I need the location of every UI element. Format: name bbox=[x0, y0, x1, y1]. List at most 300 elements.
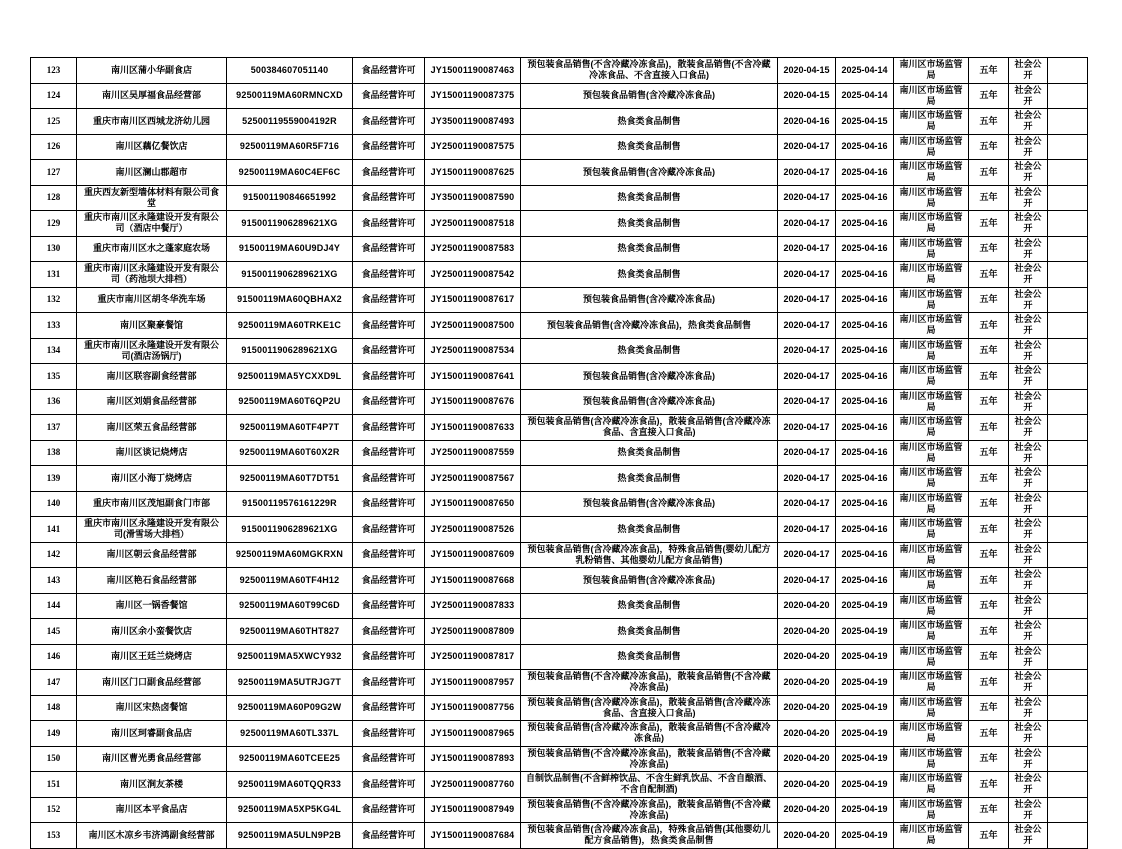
license-no-cell: JY25001190087817 bbox=[425, 644, 521, 670]
credit-code-cell: 9150011906289621XG bbox=[227, 262, 353, 288]
name-cell: 南川区宋热卤餐馆 bbox=[77, 695, 227, 721]
authority-cell: 南川区市场监管局 bbox=[894, 746, 969, 772]
scope-cell: 预包装食品销售(含冷藏冷冻食品) bbox=[521, 83, 778, 109]
valid-from-cell: 2020-04-20 bbox=[778, 721, 836, 747]
name-cell: 南川区小海丁烧烤店 bbox=[77, 466, 227, 492]
term-cell: 五年 bbox=[969, 746, 1009, 772]
license-type-cell: 食品经营许可 bbox=[353, 440, 425, 466]
publicity-cell: 社会公开 bbox=[1009, 746, 1048, 772]
valid-from-cell: 2020-04-17 bbox=[778, 542, 836, 568]
no-cell: 129 bbox=[31, 211, 77, 237]
valid-to-cell: 2025-04-19 bbox=[836, 695, 894, 721]
license-no-cell: JY35001190087493 bbox=[425, 109, 521, 135]
table-row bbox=[31, 109, 1088, 135]
license-no-cell: JY25001190087575 bbox=[425, 134, 521, 160]
license-no-cell: JY15001190087463 bbox=[425, 58, 521, 84]
license-type-cell: 食品经营许可 bbox=[353, 823, 425, 849]
name-cell: 南川区刘娟食品经营部 bbox=[77, 389, 227, 415]
remark-cell bbox=[1048, 83, 1088, 109]
remark-cell bbox=[1048, 185, 1088, 211]
term-cell: 五年 bbox=[969, 619, 1009, 645]
term-cell: 五年 bbox=[969, 491, 1009, 517]
valid-from-cell: 2020-04-17 bbox=[778, 262, 836, 288]
term-cell: 五年 bbox=[969, 517, 1009, 543]
credit-code-cell: 92500119MA60TF4P7T bbox=[227, 415, 353, 441]
table-row bbox=[31, 313, 1088, 339]
license-type-cell: 食品经营许可 bbox=[353, 58, 425, 84]
license-no-cell: JY15001190087633 bbox=[425, 415, 521, 441]
remark-cell bbox=[1048, 109, 1088, 135]
license-no-cell: JY25001190087567 bbox=[425, 466, 521, 492]
term-cell: 五年 bbox=[969, 338, 1009, 364]
table-row bbox=[31, 211, 1088, 237]
name-cell: 南川区聚豪餐馆 bbox=[77, 313, 227, 339]
credit-code-cell: 92500119MA5XWCY932 bbox=[227, 644, 353, 670]
publicity-cell: 社会公开 bbox=[1009, 797, 1048, 823]
no-cell: 148 bbox=[31, 695, 77, 721]
valid-from-cell: 2020-04-17 bbox=[778, 185, 836, 211]
valid-from-cell: 2020-04-17 bbox=[778, 440, 836, 466]
authority-cell: 南川区市场监管局 bbox=[894, 160, 969, 186]
table-row bbox=[31, 619, 1088, 645]
no-cell: 140 bbox=[31, 491, 77, 517]
remark-cell bbox=[1048, 644, 1088, 670]
table-row bbox=[31, 823, 1088, 849]
publicity-cell: 社会公开 bbox=[1009, 313, 1048, 339]
term-cell: 五年 bbox=[969, 109, 1009, 135]
credit-code-cell: 92500119MA5UTRJG7T bbox=[227, 670, 353, 696]
valid-to-cell: 2025-04-16 bbox=[836, 517, 894, 543]
no-cell: 131 bbox=[31, 262, 77, 288]
no-cell: 127 bbox=[31, 160, 77, 186]
remark-cell bbox=[1048, 746, 1088, 772]
scope-cell: 热食类食品制售 bbox=[521, 236, 778, 262]
credit-code-cell: 92500119MA60TRKE1C bbox=[227, 313, 353, 339]
no-cell: 149 bbox=[31, 721, 77, 747]
license-no-cell: JY15001190087893 bbox=[425, 746, 521, 772]
license-type-cell: 食品经营许可 bbox=[353, 415, 425, 441]
license-no-cell: JY15001190087756 bbox=[425, 695, 521, 721]
publicity-cell: 社会公开 bbox=[1009, 670, 1048, 696]
authority-cell: 南川区市场监管局 bbox=[894, 491, 969, 517]
credit-code-cell: 92500119MA60R5F716 bbox=[227, 134, 353, 160]
credit-code-cell: 92500119MA5YCXXD9L bbox=[227, 364, 353, 390]
valid-to-cell: 2025-04-16 bbox=[836, 313, 894, 339]
name-cell: 南川区木凉乡韦济鸿副食经营部 bbox=[77, 823, 227, 849]
credit-code-cell: 9150011906289621XG bbox=[227, 338, 353, 364]
term-cell: 五年 bbox=[969, 58, 1009, 84]
valid-from-cell: 2020-04-20 bbox=[778, 746, 836, 772]
remark-cell bbox=[1048, 134, 1088, 160]
term-cell: 五年 bbox=[969, 466, 1009, 492]
table-row bbox=[31, 134, 1088, 160]
valid-to-cell: 2025-04-16 bbox=[836, 568, 894, 594]
name-cell: 南川区谈记烧烤店 bbox=[77, 440, 227, 466]
table-row bbox=[31, 568, 1088, 594]
scope-cell: 预包装食品销售(含冷藏冷冻食品) bbox=[521, 364, 778, 390]
authority-cell: 南川区市场监管局 bbox=[894, 797, 969, 823]
credit-code-cell: 92500119MA60MGKRXN bbox=[227, 542, 353, 568]
publicity-cell: 社会公开 bbox=[1009, 542, 1048, 568]
license-no-cell: JY15001190087609 bbox=[425, 542, 521, 568]
license-no-cell: JY15001190087965 bbox=[425, 721, 521, 747]
scope-cell: 预包装食品销售(含冷藏冷冻食品) bbox=[521, 160, 778, 186]
license-no-cell: JY25001190087760 bbox=[425, 772, 521, 798]
remark-cell bbox=[1048, 466, 1088, 492]
no-cell: 123 bbox=[31, 58, 77, 84]
valid-to-cell: 2025-04-14 bbox=[836, 83, 894, 109]
no-cell: 153 bbox=[31, 823, 77, 849]
term-cell: 五年 bbox=[969, 83, 1009, 109]
authority-cell: 南川区市场监管局 bbox=[894, 542, 969, 568]
license-type-cell: 食品经营许可 bbox=[353, 364, 425, 390]
name-cell: 重庆市南川区永隆建设开发有限公司(滑雪场大排档） bbox=[77, 517, 227, 543]
scope-cell: 热食类食品制售 bbox=[521, 211, 778, 237]
term-cell: 五年 bbox=[969, 644, 1009, 670]
table-row bbox=[31, 695, 1088, 721]
authority-cell: 南川区市场监管局 bbox=[894, 721, 969, 747]
license-type-cell: 食品经营许可 bbox=[353, 619, 425, 645]
valid-from-cell: 2020-04-17 bbox=[778, 389, 836, 415]
valid-to-cell: 2025-04-19 bbox=[836, 619, 894, 645]
no-cell: 151 bbox=[31, 772, 77, 798]
authority-cell: 南川区市场监管局 bbox=[894, 211, 969, 237]
valid-from-cell: 2020-04-15 bbox=[778, 58, 836, 84]
valid-from-cell: 2020-04-15 bbox=[778, 83, 836, 109]
valid-from-cell: 2020-04-20 bbox=[778, 619, 836, 645]
credit-code-cell: 9150011906289621XG bbox=[227, 211, 353, 237]
remark-cell bbox=[1048, 313, 1088, 339]
scope-cell: 预包装食品销售(含冷藏冷冻食品)，特殊食品销售(其他婴幼儿配方食品销售)，热食类食品制售 bbox=[521, 823, 778, 849]
remark-cell bbox=[1048, 338, 1088, 364]
valid-from-cell: 2020-04-20 bbox=[778, 670, 836, 696]
term-cell: 五年 bbox=[969, 313, 1009, 339]
term-cell: 五年 bbox=[969, 415, 1009, 441]
license-type-cell: 食品经营许可 bbox=[353, 746, 425, 772]
term-cell: 五年 bbox=[969, 287, 1009, 313]
license-no-cell: JY15001190087617 bbox=[425, 287, 521, 313]
scope-cell: 预包装食品销售(含冷藏冷冻食品)，散装食品销售(不含冷藏冷冻食品) bbox=[521, 721, 778, 747]
valid-to-cell: 2025-04-19 bbox=[836, 721, 894, 747]
scope-cell: 预包装食品销售(不含冷藏冷冻食品)，散装食品销售(不含冷藏冷冻食品) bbox=[521, 746, 778, 772]
name-cell: 重庆市南川区永隆建设开发有限公司（药池坝大排档） bbox=[77, 262, 227, 288]
no-cell: 134 bbox=[31, 338, 77, 364]
remark-cell bbox=[1048, 491, 1088, 517]
credit-code-cell: 500384607051140 bbox=[227, 58, 353, 84]
authority-cell: 南川区市场监管局 bbox=[894, 134, 969, 160]
authority-cell: 南川区市场监管局 bbox=[894, 593, 969, 619]
scope-cell: 预包装食品销售(含冷藏冷冻食品) bbox=[521, 491, 778, 517]
credit-code-cell: 92500119MA60RMNCXD bbox=[227, 83, 353, 109]
table-row bbox=[31, 593, 1088, 619]
no-cell: 146 bbox=[31, 644, 77, 670]
name-cell: 重庆市南川区永隆建设开发有限公司(酒店汤锅厅) bbox=[77, 338, 227, 364]
scope-cell: 热食类食品制售 bbox=[521, 338, 778, 364]
term-cell: 五年 bbox=[969, 695, 1009, 721]
valid-to-cell: 2025-04-16 bbox=[836, 160, 894, 186]
license-no-cell: JY25001190087583 bbox=[425, 236, 521, 262]
name-cell: 重庆市南川区水之蓬家庭农场 bbox=[77, 236, 227, 262]
authority-cell: 南川区市场监管局 bbox=[894, 109, 969, 135]
term-cell: 五年 bbox=[969, 262, 1009, 288]
remark-cell bbox=[1048, 823, 1088, 849]
license-no-cell: JY25001190087833 bbox=[425, 593, 521, 619]
no-cell: 147 bbox=[31, 670, 77, 696]
credit-code-cell: 92500119MA60T6QP2U bbox=[227, 389, 353, 415]
license-no-cell: JY15001190087949 bbox=[425, 797, 521, 823]
term-cell: 五年 bbox=[969, 236, 1009, 262]
valid-to-cell: 2025-04-16 bbox=[836, 134, 894, 160]
license-type-cell: 食品经营许可 bbox=[353, 134, 425, 160]
name-cell: 南川区联容副食经营部 bbox=[77, 364, 227, 390]
license-type-cell: 食品经营许可 bbox=[353, 313, 425, 339]
publicity-cell: 社会公开 bbox=[1009, 721, 1048, 747]
valid-to-cell: 2025-04-19 bbox=[836, 797, 894, 823]
scope-cell: 预包装食品销售(含冷藏冷冻食品)，特殊食品销售(婴幼儿配方乳粉销售、其他婴幼儿配方食品销售) bbox=[521, 542, 778, 568]
valid-to-cell: 2025-04-16 bbox=[836, 389, 894, 415]
no-cell: 142 bbox=[31, 542, 77, 568]
publicity-cell: 社会公开 bbox=[1009, 466, 1048, 492]
credit-code-cell: 92500119MA60T7DT51 bbox=[227, 466, 353, 492]
credit-code-cell: 92500119MA60C4EF6C bbox=[227, 160, 353, 186]
license-no-cell: JY15001190087957 bbox=[425, 670, 521, 696]
authority-cell: 南川区市场监管局 bbox=[894, 287, 969, 313]
valid-from-cell: 2020-04-17 bbox=[778, 236, 836, 262]
term-cell: 五年 bbox=[969, 593, 1009, 619]
scope-cell: 预包装食品销售(不含冷藏冷冻食品)，散装食品销售(不含冷藏冷冻食品) bbox=[521, 670, 778, 696]
valid-from-cell: 2020-04-17 bbox=[778, 517, 836, 543]
license-type-cell: 食品经营许可 bbox=[353, 262, 425, 288]
publicity-cell: 社会公开 bbox=[1009, 389, 1048, 415]
no-cell: 139 bbox=[31, 466, 77, 492]
valid-from-cell: 2020-04-17 bbox=[778, 466, 836, 492]
remark-cell bbox=[1048, 517, 1088, 543]
publicity-cell: 社会公开 bbox=[1009, 440, 1048, 466]
term-cell: 五年 bbox=[969, 389, 1009, 415]
no-cell: 143 bbox=[31, 568, 77, 594]
name-cell: 南川区本平食品店 bbox=[77, 797, 227, 823]
name-cell: 南川区门口副食品经营部 bbox=[77, 670, 227, 696]
credit-code-cell: 92500119MA5ULN9P2B bbox=[227, 823, 353, 849]
term-cell: 五年 bbox=[969, 797, 1009, 823]
license-type-cell: 食品经营许可 bbox=[353, 695, 425, 721]
valid-to-cell: 2025-04-15 bbox=[836, 109, 894, 135]
authority-cell: 南川区市场监管局 bbox=[894, 58, 969, 84]
name-cell: 南川区珂睿副食品店 bbox=[77, 721, 227, 747]
license-type-cell: 食品经营许可 bbox=[353, 236, 425, 262]
valid-from-cell: 2020-04-17 bbox=[778, 287, 836, 313]
license-type-cell: 食品经营许可 bbox=[353, 721, 425, 747]
name-cell: 重庆市南川区胡冬华洗车场 bbox=[77, 287, 227, 313]
scope-cell: 热食类食品制售 bbox=[521, 262, 778, 288]
table-row bbox=[31, 644, 1088, 670]
authority-cell: 南川区市场监管局 bbox=[894, 670, 969, 696]
valid-from-cell: 2020-04-17 bbox=[778, 491, 836, 517]
scope-cell: 自制饮品制售(不含鲜榨饮品、不含生鲜乳饮品、不含自酿酒、不含自配制酒) bbox=[521, 772, 778, 798]
name-cell: 南川区余小蛮餐饮店 bbox=[77, 619, 227, 645]
publicity-cell: 社会公开 bbox=[1009, 109, 1048, 135]
license-type-cell: 食品经营许可 bbox=[353, 670, 425, 696]
valid-to-cell: 2025-04-16 bbox=[836, 491, 894, 517]
table-row bbox=[31, 440, 1088, 466]
license-type-cell: 食品经营许可 bbox=[353, 389, 425, 415]
no-cell: 135 bbox=[31, 364, 77, 390]
publicity-cell: 社会公开 bbox=[1009, 568, 1048, 594]
license-type-cell: 食品经营许可 bbox=[353, 160, 425, 186]
name-cell: 南川区王廷兰烧烤店 bbox=[77, 644, 227, 670]
remark-cell bbox=[1048, 619, 1088, 645]
authority-cell: 南川区市场监管局 bbox=[894, 695, 969, 721]
license-type-cell: 食品经营许可 bbox=[353, 338, 425, 364]
name-cell: 重庆市南川区永隆建设开发有限公司（酒店中餐厅） bbox=[77, 211, 227, 237]
credit-code-cell: 92500119MA60TQQR33 bbox=[227, 772, 353, 798]
credit-code-cell: 91500119MA60U9DJ4Y bbox=[227, 236, 353, 262]
license-no-cell: JY25001190087542 bbox=[425, 262, 521, 288]
term-cell: 五年 bbox=[969, 772, 1009, 798]
scope-cell: 预包装食品销售(含冷藏冷冻食品) bbox=[521, 568, 778, 594]
credit-code-cell: 92500119MA60TF4H12 bbox=[227, 568, 353, 594]
valid-from-cell: 2020-04-20 bbox=[778, 695, 836, 721]
no-cell: 137 bbox=[31, 415, 77, 441]
remark-cell bbox=[1048, 440, 1088, 466]
no-cell: 152 bbox=[31, 797, 77, 823]
publicity-cell: 社会公开 bbox=[1009, 160, 1048, 186]
license-no-cell: JY15001190087668 bbox=[425, 568, 521, 594]
valid-from-cell: 2020-04-17 bbox=[778, 364, 836, 390]
valid-from-cell: 2020-04-16 bbox=[778, 109, 836, 135]
valid-to-cell: 2025-04-16 bbox=[836, 338, 894, 364]
remark-cell bbox=[1048, 593, 1088, 619]
scope-cell: 热食类食品制售 bbox=[521, 644, 778, 670]
publicity-cell: 社会公开 bbox=[1009, 644, 1048, 670]
authority-cell: 南川区市场监管局 bbox=[894, 313, 969, 339]
scope-cell: 热食类食品制售 bbox=[521, 466, 778, 492]
publicity-cell: 社会公开 bbox=[1009, 185, 1048, 211]
license-type-cell: 食品经营许可 bbox=[353, 491, 425, 517]
remark-cell bbox=[1048, 236, 1088, 262]
publicity-cell: 社会公开 bbox=[1009, 287, 1048, 313]
term-cell: 五年 bbox=[969, 364, 1009, 390]
table-row bbox=[31, 364, 1088, 390]
remark-cell bbox=[1048, 670, 1088, 696]
name-cell: 重庆市南川区茂旭副食门市部 bbox=[77, 491, 227, 517]
valid-from-cell: 2020-04-17 bbox=[778, 160, 836, 186]
name-cell: 南川区荣五食品经营部 bbox=[77, 415, 227, 441]
publicity-cell: 社会公开 bbox=[1009, 491, 1048, 517]
remark-cell bbox=[1048, 695, 1088, 721]
valid-to-cell: 2025-04-16 bbox=[836, 211, 894, 237]
valid-to-cell: 2025-04-16 bbox=[836, 287, 894, 313]
authority-cell: 南川区市场监管局 bbox=[894, 440, 969, 466]
credit-code-cell: 9150011906289621XG bbox=[227, 517, 353, 543]
license-type-cell: 食品经营许可 bbox=[353, 772, 425, 798]
valid-to-cell: 2025-04-14 bbox=[836, 58, 894, 84]
no-cell: 145 bbox=[31, 619, 77, 645]
license-type-cell: 食品经营许可 bbox=[353, 466, 425, 492]
valid-to-cell: 2025-04-16 bbox=[836, 466, 894, 492]
credit-code-cell: 52500119559004192R bbox=[227, 109, 353, 135]
valid-to-cell: 2025-04-16 bbox=[836, 415, 894, 441]
scope-cell: 预包装食品销售(不含冷藏冷冻食品)，散装食品销售(不含冷藏冷冻食品) bbox=[521, 797, 778, 823]
credit-code-cell: 91500119MA60QBHAX2 bbox=[227, 287, 353, 313]
valid-to-cell: 2025-04-19 bbox=[836, 644, 894, 670]
valid-from-cell: 2020-04-17 bbox=[778, 415, 836, 441]
table-row bbox=[31, 58, 1088, 84]
remark-cell bbox=[1048, 568, 1088, 594]
valid-to-cell: 2025-04-16 bbox=[836, 440, 894, 466]
valid-from-cell: 2020-04-20 bbox=[778, 644, 836, 670]
no-cell: 124 bbox=[31, 83, 77, 109]
table-row bbox=[31, 466, 1088, 492]
publicity-cell: 社会公开 bbox=[1009, 364, 1048, 390]
scope-cell: 预包装食品销售(含冷藏冷冻食品)，散装食品销售(含冷藏冷冻食品、含直接入口食品) bbox=[521, 695, 778, 721]
name-cell: 南川区一锅香餐馆 bbox=[77, 593, 227, 619]
no-cell: 130 bbox=[31, 236, 77, 262]
valid-to-cell: 2025-04-19 bbox=[836, 823, 894, 849]
term-cell: 五年 bbox=[969, 211, 1009, 237]
no-cell: 128 bbox=[31, 185, 77, 211]
name-cell: 南川区藕亿餐饮店 bbox=[77, 134, 227, 160]
table-row bbox=[31, 746, 1088, 772]
authority-cell: 南川区市场监管局 bbox=[894, 619, 969, 645]
valid-from-cell: 2020-04-20 bbox=[778, 823, 836, 849]
scope-cell: 热食类食品制售 bbox=[521, 134, 778, 160]
authority-cell: 南川区市场监管局 bbox=[894, 415, 969, 441]
authority-cell: 南川区市场监管局 bbox=[894, 83, 969, 109]
license-type-cell: 食品经营许可 bbox=[353, 797, 425, 823]
term-cell: 五年 bbox=[969, 440, 1009, 466]
table-row bbox=[31, 542, 1088, 568]
table-row bbox=[31, 721, 1088, 747]
credit-code-cell: 92500119MA60TCEE25 bbox=[227, 746, 353, 772]
license-type-cell: 食品经营许可 bbox=[353, 287, 425, 313]
no-cell: 136 bbox=[31, 389, 77, 415]
remark-cell bbox=[1048, 262, 1088, 288]
publicity-cell: 社会公开 bbox=[1009, 236, 1048, 262]
no-cell: 141 bbox=[31, 517, 77, 543]
remark-cell bbox=[1048, 797, 1088, 823]
authority-cell: 南川区市场监管局 bbox=[894, 466, 969, 492]
publicity-cell: 社会公开 bbox=[1009, 823, 1048, 849]
remark-cell bbox=[1048, 772, 1088, 798]
publicity-cell: 社会公开 bbox=[1009, 83, 1048, 109]
authority-cell: 南川区市场监管局 bbox=[894, 644, 969, 670]
table-row bbox=[31, 338, 1088, 364]
table-row bbox=[31, 797, 1088, 823]
license-no-cell: JY15001190087676 bbox=[425, 389, 521, 415]
table-row bbox=[31, 236, 1088, 262]
credit-code-cell: 915001190846651992 bbox=[227, 185, 353, 211]
license-type-cell: 食品经营许可 bbox=[353, 185, 425, 211]
scope-cell: 热食类食品制售 bbox=[521, 517, 778, 543]
license-type-cell: 食品经营许可 bbox=[353, 568, 425, 594]
name-cell: 南川区艳石食品经营部 bbox=[77, 568, 227, 594]
name-cell: 南川区吴厚福食品经营部 bbox=[77, 83, 227, 109]
table-row bbox=[31, 670, 1088, 696]
scope-cell: 热食类食品制售 bbox=[521, 185, 778, 211]
valid-to-cell: 2025-04-16 bbox=[836, 542, 894, 568]
valid-to-cell: 2025-04-19 bbox=[836, 746, 894, 772]
authority-cell: 南川区市场监管局 bbox=[894, 236, 969, 262]
valid-to-cell: 2025-04-16 bbox=[836, 364, 894, 390]
valid-from-cell: 2020-04-17 bbox=[778, 313, 836, 339]
valid-from-cell: 2020-04-20 bbox=[778, 772, 836, 798]
license-type-cell: 食品经营许可 bbox=[353, 593, 425, 619]
publicity-cell: 社会公开 bbox=[1009, 134, 1048, 160]
scope-cell: 热食类食品制售 bbox=[521, 593, 778, 619]
publicity-cell: 社会公开 bbox=[1009, 262, 1048, 288]
table-row bbox=[31, 415, 1088, 441]
